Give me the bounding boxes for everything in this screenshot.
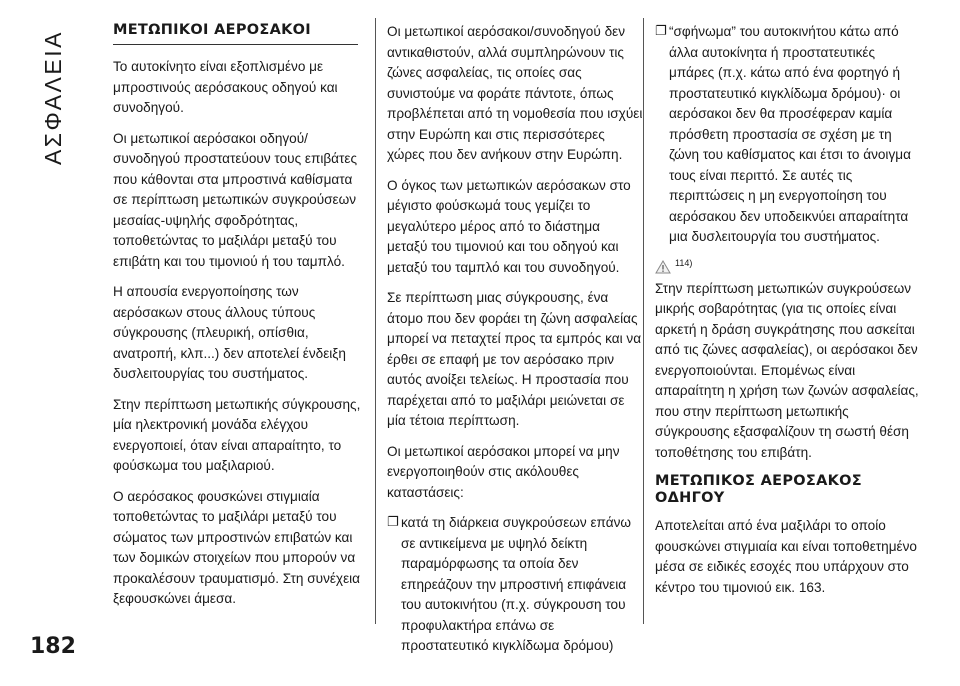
paragraph: Οι μετωπικοί αερόσακοι οδηγού/ συνοδηγού προστατεύουν τους επιβάτες που κάθονται στα μπροστινά καθίσματα σε περίπτωση μετωπικών συγκρούσεων μεσαίας-υψηλής σφοδρότητας, τοποθετώντας το μαξιλάρι μεταξύ του επιβάτη και του τιμονιού ή του ταμπλό. bbox=[113, 130, 358, 269]
list-item-text: κατά τη διάρκεια συγκρούσεων επάνω σε αντικείμενα με υψηλό δείκτη παραμόρφωσης τα οποία δεν επηρεάζουν την μπροστινή επιφάνεια του αυτοκινήτου (π.χ. σύγκρουση του προφυλακτήρα επάνω σε προστατευτικό κιγκλίδωμα δρόμου) bbox=[401, 515, 631, 653]
warning-triangle-icon bbox=[655, 260, 671, 274]
list-item bbox=[387, 513, 643, 657]
page-number: 182 bbox=[30, 634, 76, 659]
subsection-heading: ΜΕΤΩΠΙΚΟΣ ΑΕΡΟΣΑΚΟΣ ΟΔΗΓΟΥ bbox=[655, 473, 862, 506]
section-heading: ΜΕΤΩΠΙΚΟΙ ΑΕΡΟΣΑΚΟΙ bbox=[113, 22, 358, 45]
paragraph: Το αυτοκίνητο είναι εξοπλισμένο με μπροστινούς αερόσακους οδηγού και συνοδηγού. bbox=[113, 59, 338, 115]
column-1 bbox=[113, 22, 363, 620]
list-item bbox=[655, 22, 923, 248]
paragraph: Αποτελείται από ένα μαξιλάρι το οποίο φουσκώνει στιγμιαία και είναι τοποθετημένο μέσα σε ειδικές εσοχές που υπάρχουν στο κέντρο του τιμονιού εικ. 163. bbox=[655, 518, 917, 595]
paragraph: Ο αερόσακος φουσκώνει στιγμιαία τοποθετώντας το μαξιλάρι μεταξύ του σώματος των μπροστινών επιβατών και των δομικών στοιχείων που μπορούν να προκαλέσουν τραυματισμό. Στη συνέχεια ξεφουσκώνει άμεσα. bbox=[113, 488, 361, 606]
paragraph: Σε περίπτωση μιας σύγκρουσης, ένα άτομο που δεν φοράει τη ζώνη ασφαλείας μπορεί να πεταχτεί προς τα εμπρός και να έρθει σε επαφή με τον αερόσακο πριν αυτός ανοίξει τελείως. Η προστασία που παρέχεται από το μαξιλάρι μειώνεται σε μία τέτοια περίπτωση. bbox=[387, 290, 642, 428]
checkbox-bullet-icon: ❐ bbox=[387, 515, 399, 530]
list-item-text: “σφήνωμα” του αυτοκινήτου κάτω από άλλα αυτοκίνητα ή προστατευτικές μπάρες (π.χ. κάτω από ένα φορτηγό ή προστατευτικό κιγκλίδωμα δρόμου)· οι αερόσακοι δεν θα προσέφεραν καμία πρόσθετη προστασία σε σχέση με τη ζώνη του καθίσματος και έτσι το άνοιγμα τους είναι περιττό. Σε αυτές τις περιπτώσεις η μη ενεργοποίηση του αερόσακου δεν υποδεικνύει απαραίτητα μια δυσλειτουργία του συστήματος. bbox=[669, 24, 911, 244]
section-label: ΑΣΦΑΛΕΙΑ bbox=[40, 30, 66, 166]
paragraph: Η απουσία ενεργοποίησης των αερόσακων στους άλλους τύπους σύγκρουσης (πλευρική, οπίσθια, ανατροπή, κλπ...) δεν αποτελεί ένδειξη δυσλειτουργίας του συστήματος. bbox=[113, 284, 346, 381]
paragraph: Οι μετωπικοί αερόσακοι/συνοδηγού δεν αντικαθιστούν, αλλά συμπληρώνουν τις ζώνες ασφαλείας, τις οποίες σας συνιστούμε να φοράτε πάντοτε, όπως προβλέπεται από τη νομοθεσία που ισχύει στην Ευρώπη και στις περισσότερες χώρες που δεν ανήκουν στην Ευρώπη. bbox=[387, 24, 643, 162]
column-divider bbox=[643, 18, 644, 624]
warning-ref-number: 114) bbox=[675, 258, 693, 269]
column-2 bbox=[387, 22, 643, 667]
column-3 bbox=[655, 22, 923, 608]
warning-reference bbox=[655, 258, 923, 276]
paragraph: Στην περίπτωση μετωπικών συγκρούσεων μικρής σοβαρότητας (για τις οποίες είναι αρκετή η δράση συγκράτησης που ασκείται από τις ζώνες ασφαλείας), οι αερόσακοι δεν ενεργοποιούνται. Επομένως είναι απαραίτητη η χρήση των ζωνών ασφαλείας, που στην περίπτωση μετωπικής σύγκρουσης εξασφαλίζουν τη σωστή θέση τοποθέτησης του επιβάτη. bbox=[655, 280, 919, 460]
paragraph: Ο όγκος των μετωπικών αερόσακων στο μέγιστο φούσκωμά τους γεμίζει το μεγαλύτερο μέρος από το διάστημα μεταξύ του τιμονιού και του οδηγού και μεταξύ του ταμπλό και του συνοδηγού. bbox=[387, 177, 631, 275]
paragraph: Οι μετωπικοί αερόσακοι μπορεί να μην ενεργοποιηθούν στις ακόλουθες καταστάσεις: bbox=[387, 443, 620, 500]
column-divider bbox=[375, 18, 376, 624]
paragraph: Στην περίπτωση μετωπικής σύγκρουσης, μία ηλεκτρονική μονάδα ελέγχου ενεργοποιεί, όταν είναι απαραίτητο, το φούσκωμα του μαξιλαριού. bbox=[113, 396, 361, 473]
checkbox-bullet-icon: ❐ bbox=[655, 24, 667, 39]
